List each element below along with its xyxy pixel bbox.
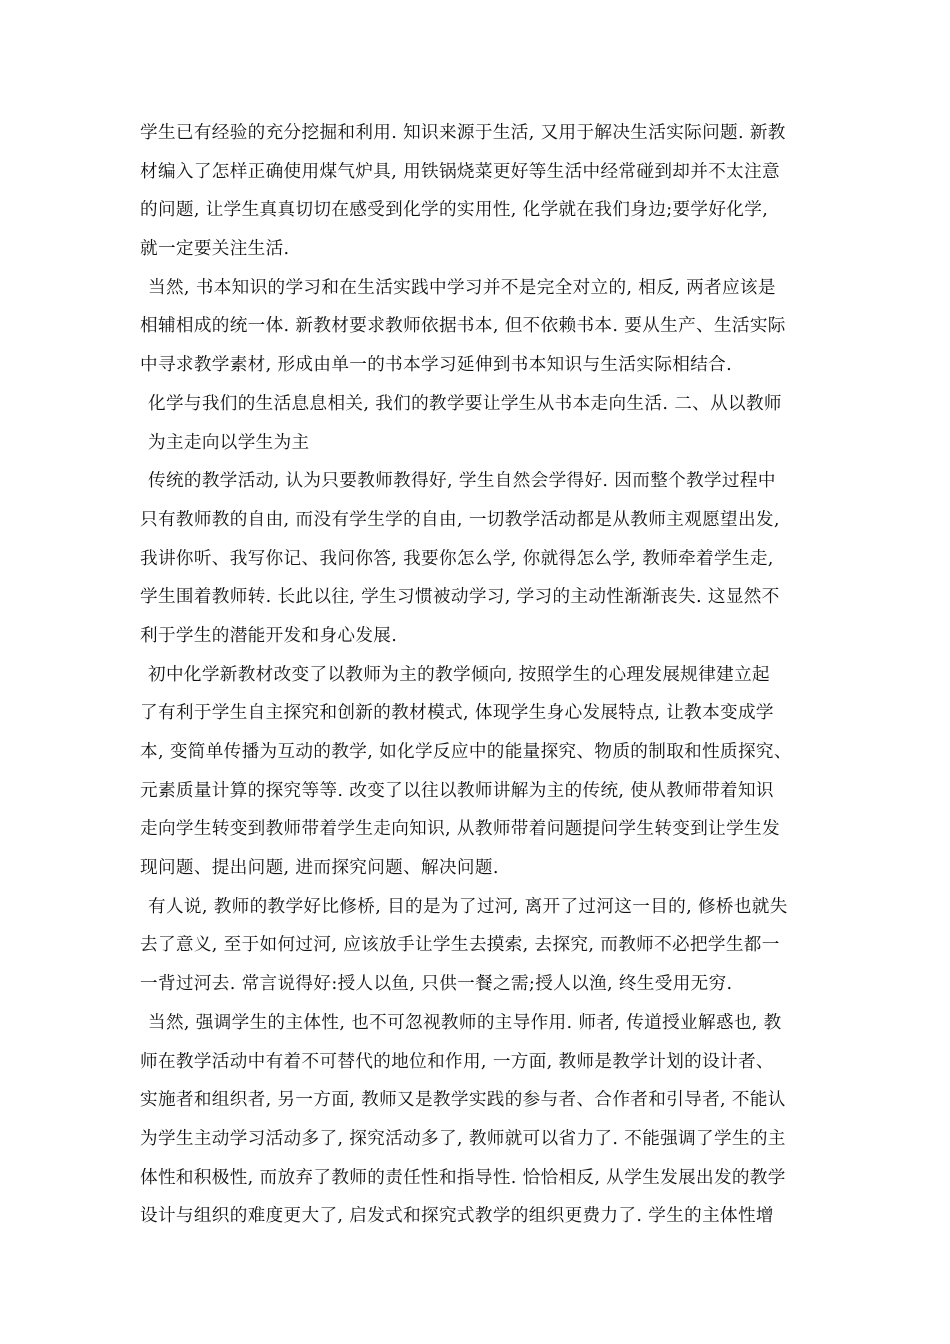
text-line: 当然, 书本知识的学习和在生活实践中学习并不是完全对立的, 相反, 两者应该是: [148, 277, 776, 298]
text-line: 材编入了怎样正确使用煤气炉具, 用铁锅烧菜更好等生活中经常碰到却并不太注意: [140, 161, 780, 182]
text-line: 本, 变简单传播为互动的教学, 如化学反应中的能量探究、物质的制取和性质探究、: [140, 742, 792, 762]
text-line: 相辅相成的统一体. 新教材要求教师依据书本, 但不依赖书本. 要从生产、生活实际: [140, 316, 786, 337]
text-line: 走向学生转变到教师带着学生走向知识, 从教师带着问题提问学生转变到让学生发: [140, 819, 780, 840]
text-line: 体性和积极性, 而放弃了教师的责任性和指导性. 恰恰相反, 从学生发展出发的教学: [140, 1167, 786, 1188]
text-line: 一背过河去. 常言说得好:授人以鱼, 只供一餐之需;授人以渔, 终生受用无穷.: [140, 974, 733, 995]
text-line: 有人说, 教师的教学好比修桥, 目的是为了过河, 离开了过河这一目的, 修桥也就失: [148, 896, 788, 917]
text-line: 元素质量计算的探究等等. 改变了以往以教师讲解为主的传统, 使从教师带着知识: [140, 780, 774, 801]
text-line: 的问题, 让学生真真切切在感受到化学的实用性, 化学就在我们身边;要学好化学,: [140, 200, 769, 221]
text-line: 现问题、提出问题, 进而探究问题、解决问题.: [140, 858, 499, 879]
text-line: 就一定要关注生活.: [140, 239, 290, 260]
text-line: 只有教师教的自由, 而没有学生学的自由, 一切教学活动都是从教师主观愿望出发,: [140, 509, 780, 530]
text-line: 为学生主动学习活动多了, 探究活动多了, 教师就可以省力了. 不能强调了学生的主: [140, 1128, 786, 1149]
text-line: 去了意义, 至于如何过河, 应该放手让学生去摸索, 去探究, 而教师不必把学生都一: [140, 935, 780, 956]
text-line: 实施者和组织者, 另一方面, 教师又是教学实践的参与者、合作者和引导者, 不能认: [140, 1090, 786, 1111]
text-line: 学生围着教师转. 长此以往, 学生习惯被动学习, 学习的主动性渐渐丧失. 这显然不: [140, 587, 780, 608]
text-line: 为主走向以学生为主: [148, 432, 310, 453]
text-line: 设计与组织的难度更大了, 启发式和探究式教学的组织更费力了. 学生的主体性增: [140, 1206, 774, 1227]
text-line: 初中化学新教材改变了以教师为主的教学倾向, 按照学生的心理发展规律建立起: [148, 664, 770, 685]
text-line: 利于学生的潜能开发和身心发展.: [140, 625, 398, 646]
text-line: 传统的教学活动, 认为只要教师教得好, 学生自然会学得好. 因而整个教学过程中: [148, 471, 776, 492]
text-line: 化学与我们的生活息息相关, 我们的教学要让学生从书本走向生活. 二、从以教师: [148, 393, 782, 414]
text-line: 师在教学活动中有着不可替代的地位和作用, 一方面, 教师是教学计划的设计者、: [140, 1051, 774, 1072]
text-line: 学生已有经验的充分挖掘和利用. 知识来源于生活, 又用于解决生活实际问题. 新教: [140, 123, 786, 143]
text-line: 了有利于学生自主探究和创新的教材模式, 体现学生身心发展特点, 让教本变成学: [140, 703, 774, 724]
text-line: 当然, 强调学生的主体性, 也不可忽视教师的主导作用. 师者, 传道授业解惑也, 教: [148, 1012, 782, 1033]
document-body: [140, 114, 830, 1236]
text-line: 我讲你听、我写你记、我问你答, 我要你怎么学, 你就得怎么学, 教师牵着学生走,: [140, 548, 774, 569]
text-line: 中寻求教学素材, 形成由单一的书本学习延伸到书本知识与生活实际相结合.: [140, 355, 733, 376]
